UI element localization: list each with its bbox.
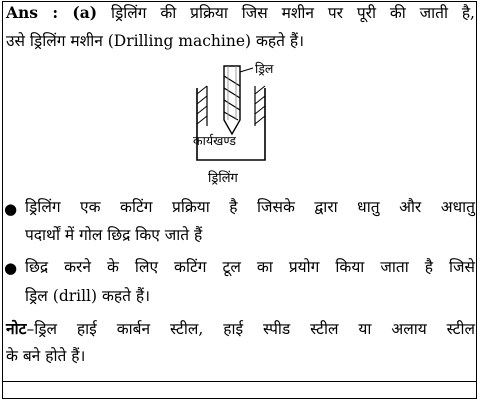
bottom-rule bbox=[3, 381, 476, 382]
drill-bit bbox=[224, 66, 240, 134]
answer-line-2-text-a: उसे ड्रिलिंग मशीन bbox=[6, 32, 103, 50]
figure-caption: ड्रिलिंग bbox=[208, 171, 238, 186]
workpiece-label: कार्यखण्ड bbox=[193, 133, 236, 148]
bullet-2-line-2-text-a: ड्रिल bbox=[25, 287, 48, 305]
note-prefix: नोट bbox=[6, 319, 27, 338]
answer-prefix: Ans : (a) bbox=[6, 3, 98, 22]
drilling-diagram bbox=[183, 64, 283, 184]
answer-line-1-text: ड्रिलिंग की प्रक्रिया जिस मशीन पर पूरी की जाती है, bbox=[110, 4, 475, 22]
bullet-2-line-2-english: (drill) bbox=[52, 287, 98, 305]
answer-line-2 bbox=[6, 30, 475, 52]
answer-line-1 bbox=[6, 2, 475, 24]
bullet-2-line-2 bbox=[25, 285, 475, 307]
note-line-2: के बने होते हैं। bbox=[6, 347, 86, 365]
bullet-2-line-1: छिद्र करने के लिए कटिंग टूल का प्रयोग किया जाता है जिसे bbox=[25, 258, 475, 276]
drilling-figure bbox=[183, 61, 283, 186]
bullet-2-line-2-text-b: कहते हैं। bbox=[102, 287, 151, 305]
answer-line-2-english: (Drilling machine) bbox=[107, 32, 252, 50]
bullet-1-line-2: पदार्थों में गोल छिद्र किए जाते हैं bbox=[25, 226, 203, 244]
answer-line-2-text-b: कहते हैं। bbox=[256, 32, 305, 50]
bullet-1-line-1: ड्रिलिंग एक कटिंग प्रक्रिया है जिसके द्वारा धातु और अधातु bbox=[25, 198, 475, 216]
bullet-icon: ● bbox=[4, 200, 18, 218]
note-line-1 bbox=[6, 318, 475, 340]
note-line-1-text: –ड्रिल हाई कार्बन स्टील, हाई स्पीड स्टील या अलाय स्टील bbox=[26, 320, 475, 338]
drill-label: ड्रिल bbox=[255, 61, 274, 76]
bullet-icon: ● bbox=[4, 259, 18, 277]
